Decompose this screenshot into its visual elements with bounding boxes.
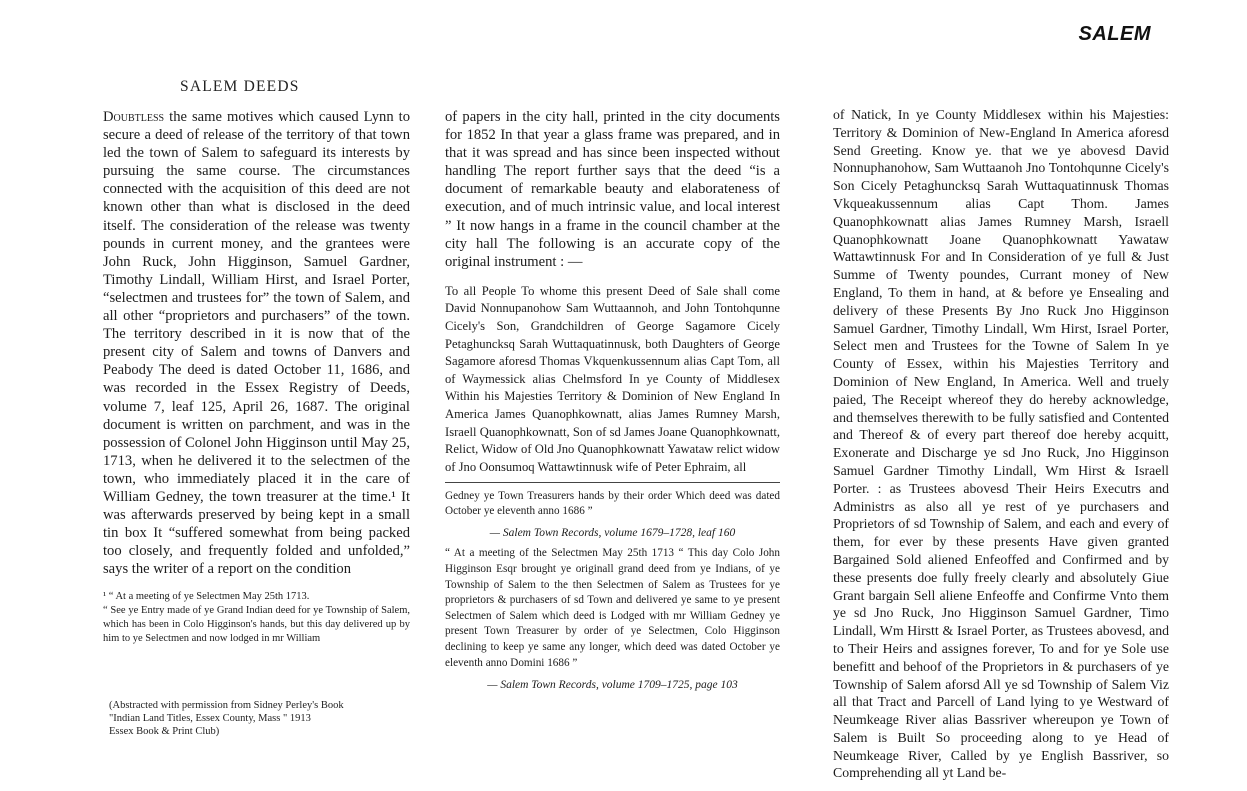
first-word: Doubtless [103, 109, 165, 125]
footnote-1: ¹ “ At a meeting of ye Selectmen May 25th 1713. [103, 591, 310, 603]
gedney-note: Gedney ye Town Treasurers hands by their order Which deed was dated October ye eleventh anno 1686 ” [445, 490, 780, 518]
footnotes [103, 590, 410, 646]
footnote-2: “ See ye Entry made of ye Grand Indian deed for ye Township of Salem, which has been in Colo Higginson's hands, but this day delivered up by him to ye Selectmen and now lodged in mr William [103, 605, 410, 645]
column-3-body: of Natick, In ye County Middlesex within his Majesties: Territory & Dominion of New-England In America aforesd Send Greeting. Know ye. that we ye abovesd David Nonnuphanohow, Sam Wuttaanoh Jno Tontohqunne Cicely's Son Cicely Petaghuncksq Sarah Wuttaquatinnusk Thomas Vkqueakussennum alias Capt Thom. James Quanophkownatt alias James Rumney Marsh, Israell Quanophkownatt Joane Quanophkownatt Yawataw Wattawtinnusk For and In Consideration of ye full & Just Summe of Twenty poundes, Currant money of New England, To them in hand, at & before ye Ensealing and delivery of these Presents By Jno Ruck Jno Higginson Samuel Gardner, Timothy Lindall, Wm Hirst, Israel Porter, Select men and Trustees for the Towne of Salem In ye County of Essex, within his Majesties Territory and Dominion of New England, In America. Well and truely paied, The Receipt whereof they do hereby acknowledge, and themselves therewith to be fully satisfied and Contented and Thereof & of every part thereof doe hereby acquitt, Exonerate and Discharge ye sd Jno Ruck, Jno Higginson Samuel Gardner Timothy Lindall, Wm Hirst & Israell Porter. : as Trustees abovesd Their Heirs Executrs and Administrs as also all ye rest of ye purchasers and Proprietors of sd Township of Salem, and each and every of them, for ever by these presents Have given granted Bargained Sold aliened Enfeoffed and Confirmed and by these presents doe fully freely clearly and absolutely Giue Grant bargain Sell aliene Enfeoffe and Confirme Vnto them ye sd Jno Ruck, Jno Higginson Samuel Gardner, Timo Lindall, Wm Hirstt & Israel Porter, as Trustees abovesd, and to Their Heirs and assignes forever, To and for ye Sole use benefitt and behoof of the Proprietors in & purchasers of ye Township of Salem aforsd All ye sd Township of Salem Viz all that Tract and Parcell of Land lying to ye Westward of Neumkeage River alias Bassriver whereupon ye Town of Salem is Built So proceeding along to ye Head of Neumkeage River, Called by ye English Bassriver, so Comprehending all yt Land be- [833, 107, 1169, 781]
divider [445, 482, 780, 483]
deed-text-start: To all People To whome this present Deed of Sale shall come David Nonnupanohow Sam Wuttaannoh, and John Tontohqunne Cicely's Son, Grandchildren of George Sagamore Cicely Petaghuncksq Sarah Wuttaquatinnusk, both Daughters of George Sagamore aforesd Thomas Vkquenkussennum alias Capt Tom, all of Waymessick alias Chelmsford In ye County of Middlesex Within his Majesties Territory & Dominion of New England In America James Quanophkownatt, alias James Rumney Marsh, Israell Quanophkownatt, Son of sd James Joane Quanophkownatt, Relict, Widow of Old Jno Quanophkownatt Yawataw relict widow of Jno Oonsumoq Wattawtinnusk wife of Peter Ephraim, all [445, 283, 780, 474]
citation-1-text: — Salem Town Records, volume 1679–1728, leaf 160 [489, 527, 736, 540]
column-2 [445, 108, 780, 698]
page-corner-title: SALEM [1078, 23, 1151, 45]
column-1-text [103, 108, 410, 578]
column-1-body: the same motives which caused Lynn to secure a deed of release of the territory of that town led the town of Salem to safeguard its interests by pursuing the same course. The circumstances connected with the acquisition of this deed are not known other than what is disclosed in the deed itself. The consideration of the release was twenty pounds in current money, and the grantees were John Ruck, John Higginson, Samuel Gardner, Timothy Lindall, William Hirst, and Israel Porter, “selectmen and trustees for” the town of Salem, and all other “proprietors and purchasers” of the town. The territory described in it is now that of the present city of Salem and towns of Danvers and Peabody The deed is dated October 11, 1686, and was recorded in the Essex Registry of Deeds, volume 7, leaf 125, April 26, 1687. The original document is written on parchment, and was in the possession of Colonel John Higginson until May 25, 1713, when he delivered it to the selectmen of the town, who immediately placed it in the care of William Gedney, the town treasurer at the time.¹ It was afterwards preserved by being kept in a small tin box It “suffered somewhat from being packed too closely, and frequently folded and unfolded,” says the writer of a report on the condition [103, 109, 411, 578]
page-heading: SALEM DEEDS [180, 78, 300, 95]
credit-line-3: Essex Book & Print Club) [109, 726, 220, 737]
column-1 [103, 108, 410, 646]
column-2-body: of papers in the city hall, printed in the city documents for 1852 In that year a glass frame was prepared, and in that it was spread and has since been inspected without handling The report further says that the deed “is a document of remarkable beauty and elaborateness of execution, and of much intrinsic value, and local interest ” It now hangs in a frame in the council chamber at the city hall The following is an accurate copy of the original instrument : — [445, 109, 780, 270]
meeting-note: “ At a meeting of the Selectmen May 25th 1713 “ This day Colo John Higginson Esqr brought ye originall grand deed from ye Indians, of ye Township of Salem to the then Selectmen of Salem as Trustees for ye proprietors & purchasers of sd Town and delivered ye same to ye present Selectmen of Salem which deed is Lodged with mr William Gedney ye present Town Treasurer by order of ye Selectmen, Colo Higginson declining to keep ye same any longer, which deed was dated October ye eleventh anno Domini 1686 ” [445, 547, 780, 669]
citation-2-text: — Salem Town Records, volume 1709–1725, page 103 [487, 679, 738, 692]
column-3 [833, 106, 1169, 782]
citation-1 [445, 524, 780, 542]
credit-line-1: (Abstracted with permission from Sidney Perley's Book [109, 700, 344, 711]
credit-note [109, 699, 344, 738]
credit-line-2: "Indian Land Titles, Essex County, Mass " 1913 [109, 713, 311, 724]
citation-2 [445, 676, 780, 694]
